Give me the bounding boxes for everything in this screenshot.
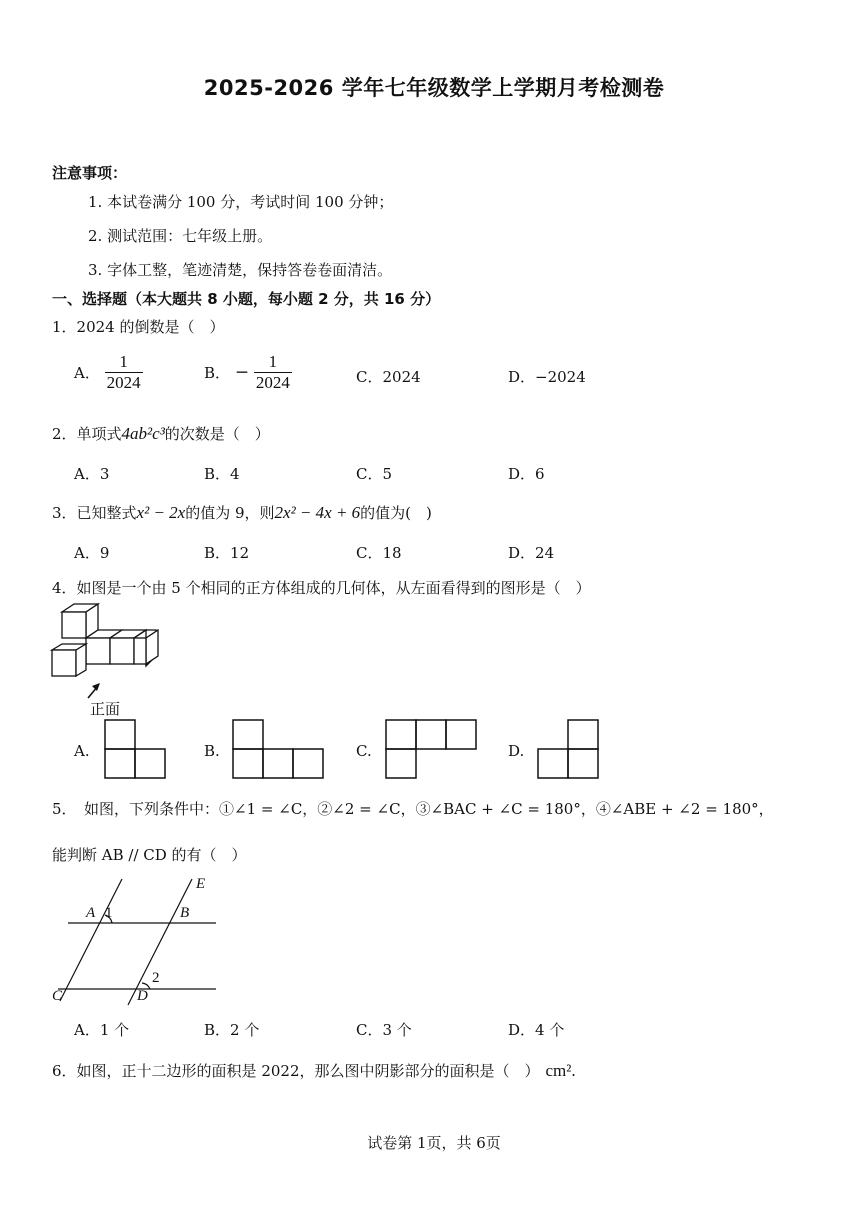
numerator: 1 (254, 352, 292, 373)
line-AC (60, 879, 122, 1001)
question-4-option-c-label: C. (356, 742, 372, 760)
question-5-stem-line-2: 能判断 AB // CD 的有（ ） (52, 846, 247, 864)
question-3-option-c: C．18 (356, 544, 402, 562)
question-4-option-b-label: B. (204, 742, 220, 760)
question-1-option-c: C．2024 (356, 368, 421, 386)
question-2-option-a: A．3 (74, 465, 110, 483)
cube-face (110, 638, 134, 664)
stem-prefix: 3．已知整式 (52, 504, 137, 522)
question-2-option-b: B．4 (204, 465, 240, 483)
option-a-figure (104, 719, 168, 781)
expression-1: x² − 2x (136, 503, 186, 522)
question-6-stem (52, 1060, 576, 1081)
option-label: A． (74, 364, 100, 382)
angle-1-label: 1 (105, 905, 113, 921)
cube-face (62, 612, 86, 638)
cube-face (52, 650, 76, 676)
stem-text: 6．如图，正十二边形的面积是 2022，那么图中阴影部分的面积是（ ） (52, 1062, 540, 1080)
point-C-label: C (52, 988, 63, 1004)
question-5-option-c: C．3 个 (356, 1021, 412, 1039)
point-B-label: B (180, 905, 190, 921)
front-label: 正面 (90, 700, 121, 718)
notice-heading: 注意事项： (52, 164, 128, 182)
fraction (254, 352, 292, 393)
denominator: 2024 (106, 373, 141, 392)
question-4-option-d-label: D. (508, 742, 525, 760)
question-3-option-d: D．24 (508, 544, 555, 562)
question-2-option-d: D．6 (508, 465, 545, 483)
monomial-expression: 4ab²c³ (121, 424, 165, 443)
point-E-label: E (196, 876, 206, 892)
question-2-stem (52, 423, 270, 444)
question-5-stem-line-1: 5． 如图，下列条件中：①∠1 = ∠C，②∠2 = ∠C，③∠BAC + ∠C = 180°，④∠ABE + ∠2 = 180°， (52, 800, 774, 818)
notice-item-2: 2. 测试范围：七年级上册。 (88, 227, 273, 245)
question-5-option-d: D．4 个 (508, 1021, 565, 1039)
question-3-option-a: A．9 (74, 544, 110, 562)
stem-middle: 的值为 9，则 (185, 504, 275, 522)
arrow-head (92, 683, 100, 691)
cube-face (134, 638, 146, 664)
stem-suffix: 的次数是（ ） (164, 425, 270, 443)
section-heading: 一、选择题（本大题共 8 小题，每小题 2 分，共 16 分） (52, 290, 441, 308)
question-5-option-b: B．2 个 (204, 1021, 260, 1039)
point-A-label: A (86, 905, 96, 921)
angle-2-label: 2 (152, 970, 160, 986)
question-4-stem: 4．如图是一个由 5 个相同的正方体组成的几何体，从左面看得到的图形是（ ） (52, 579, 591, 597)
cube-face (86, 638, 110, 664)
fraction (105, 352, 143, 393)
point-D-label: D (137, 988, 148, 1004)
parallel-lines-figure (50, 875, 220, 1010)
cube-solid-figure (50, 600, 162, 700)
question-1-option-b (204, 352, 292, 393)
question-1-option-d: D．−2024 (508, 368, 586, 386)
question-2-option-c: C．5 (356, 465, 393, 483)
option-d-figure (537, 719, 601, 781)
line-BD (128, 879, 192, 1005)
page-footer: 试卷第 1页，共 6页 (367, 1134, 501, 1152)
expression-2: 2x² − 4x + 6 (274, 503, 361, 522)
option-label: B． (204, 364, 231, 382)
unit: cm². (545, 1061, 576, 1080)
option-b-figure (232, 719, 326, 781)
option-c-figure (385, 719, 479, 781)
denominator: 2024 (255, 373, 290, 392)
question-5-option-a: A．1 个 (74, 1021, 130, 1039)
question-1-stem: 1．2024 的倒数是（ ） (52, 318, 225, 336)
numerator: 1 (105, 352, 143, 373)
question-3-option-b: B．12 (204, 544, 250, 562)
stem-suffix: 的值为( ) (360, 504, 432, 522)
page-title: 2025-2026 学年七年级数学上学期月考检测卷 (203, 76, 665, 100)
minus-sign: − (234, 362, 250, 383)
notice-item-1: 1. 本试卷满分 100 分，考试时间 100 分钟； (88, 193, 394, 211)
cube-face (76, 644, 86, 676)
question-3-stem (52, 502, 432, 523)
question-1-option-a (74, 352, 143, 393)
question-4-option-a-label: A. (74, 742, 90, 760)
stem-prefix: 2．单项式 (52, 425, 122, 443)
notice-item-3: 3. 字体工整，笔迹清楚，保持答卷卷面清洁。 (88, 261, 393, 279)
